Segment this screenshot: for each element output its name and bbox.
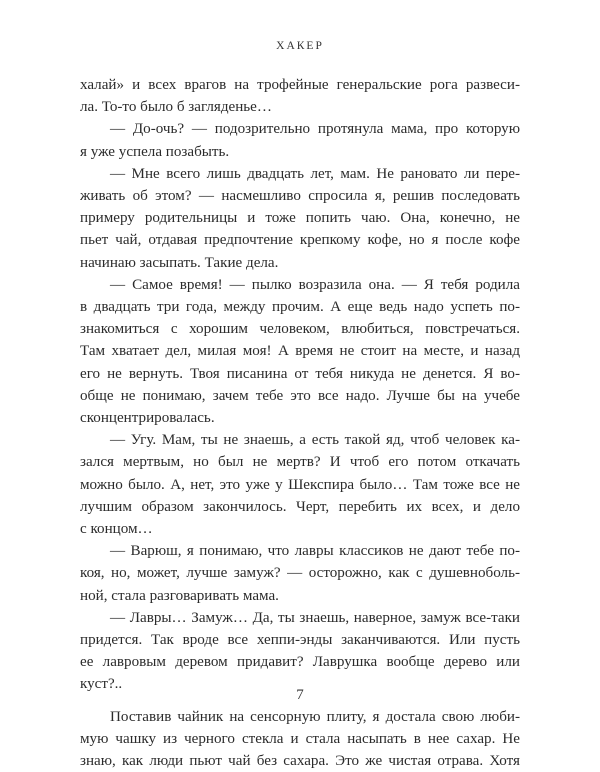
text-line: лучшим образом закончилось. Черт, перебить их всех, и дело xyxy=(80,498,520,515)
text-line: Поставив чайник на сенсорную плиту, я достала свою люби- xyxy=(110,708,520,725)
running-head: ХАКЕР xyxy=(276,40,324,52)
text-line: обще не понимаю, зачем тебе это все надо. Лучше бы на учебе xyxy=(80,387,520,404)
page-number: 7 xyxy=(296,687,304,703)
text-line: мую чашку из черного стекла и стала насыпать в нее сахар. Не xyxy=(80,730,520,747)
text-line: — Варюш, я понимаю, что лавры классиков не дают тебе по- xyxy=(110,543,520,560)
text-line: живать об этом? — насмешливо спросила я, решив последовать xyxy=(80,188,520,205)
text-line: ее лавровым деревом придавит? Лаврушка вообще дерево или xyxy=(80,654,520,671)
text-line: ла. То-то было б загляденье… xyxy=(80,99,272,116)
text-line: примеру родительницы и тоже попить чаю. Она, конечно, не xyxy=(80,210,520,227)
text-line: сконцентрировалась. xyxy=(80,410,215,427)
text-line: ной, стала разговаривать мама. xyxy=(80,587,279,604)
text-line: начинаю засыпать. Такие дела. xyxy=(80,254,279,271)
text-line: с концом… xyxy=(80,521,153,538)
text-line: зался мертвым, но был не мертв? И чтоб его потом откачать xyxy=(80,454,520,471)
text-line: знаю, как люди пьют чай без сахара. Это же чистая отрава. Хотя xyxy=(80,753,520,770)
text-line: халай» и всех врагов на трофейные генеральские рога развеси- xyxy=(80,77,520,93)
text-line: — Лавры… Замуж… Да, ты знаешь, наверное, замуж все-таки xyxy=(110,609,520,626)
text-line: пьет чай, отдавая предпочтение крепкому кофе, но я после кофе xyxy=(80,232,520,249)
text-line: Там хватает дел, милая моя! А время не стоит на месте, и назад xyxy=(80,343,520,360)
text-line: — Угу. Мам, ты не знаешь, а есть такой яд, чтоб человек ка- xyxy=(110,432,520,449)
body-text xyxy=(80,74,520,772)
text-line: знакомиться с хорошим человеком, влюбиться, повстречаться. xyxy=(80,321,520,338)
text-line: в двадцать три года, между прочим. А еще ведь надо успеть по- xyxy=(80,299,520,316)
text-line: можно было. А, нет, это уже у Шекспира было… Там тоже все не xyxy=(80,476,520,493)
text-line: — До-очь? — подозрительно протянула мама, про которую xyxy=(110,121,520,138)
text-line: — Самое время! — пылко возразила она. — Я тебя родила xyxy=(110,276,520,293)
text-line: придется. Так вроде все хеппи-энды заканчиваются. Или пусть xyxy=(80,632,520,649)
text-line: коя, но, может, лучше замуж? — осторожно, как с душевноболь- xyxy=(80,565,520,582)
text-line: — Мне всего лишь двадцать лет, мам. Не рановато ли пере- xyxy=(110,165,520,182)
text-line: куст?.. xyxy=(80,676,123,693)
text-line: я уже успела позабыть. xyxy=(80,143,230,160)
text-line: его не вернуть. Твоя писанина от тебя никуда не денется. Я во- xyxy=(80,365,520,382)
